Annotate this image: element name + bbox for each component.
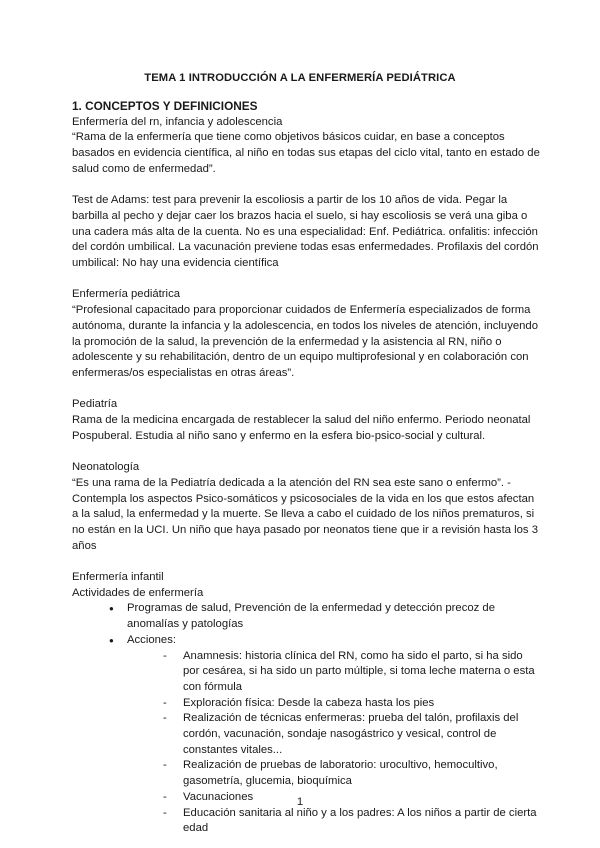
subsection-heading: Enfermería del rn, infancia y adolescencia bbox=[72, 115, 283, 128]
actions-label: Acciones: bbox=[127, 633, 176, 646]
page-number: 1 bbox=[296, 796, 304, 808]
list-item: - Realización de técnicas enfermeras: prueba del talón, profilaxis del cordón, vacunación, sondaje nasogástrico y vesical, control de constantes vitales... bbox=[163, 711, 542, 758]
adams-test-paragraph: Test de Adams: test para prevenir la escoliosis a partir de los 10 años de vida. Pegar la barbilla al pecho y dejar caer los brazos hacia el suelo, si hay escoliosis se verá una giba o una cadera más alta de la cuenta. No es una especialidad: Enf. Pediátrica. onfalitis: infección del cordón umbilical. La vacunación previene todas esas enfermedades. Profilaxis del cordón umbilical: No hay una evidencia científica bbox=[72, 194, 539, 270]
list-item: - Anamnesis: historia clínica del RN, como ha sido el parto, si ha sido por cesárea, si ha sido un parto múltiple, si toma leche materna o esta con fórmula bbox=[163, 649, 542, 696]
pediatrics-paragraph: Rama de la medicina encargada de restablecer la salud del niño enfermo. Periodo neonatal Pospuberal. Estudia al niño sano y enfermo en la esfera bio-psico-social y cultural. bbox=[72, 414, 531, 442]
section-heading: 1. CONCEPTOS Y DEFINICIONES bbox=[72, 99, 258, 113]
list-item: - Exploración física: Desde la cabeza hasta los pies bbox=[163, 696, 542, 712]
document-title: TEMA 1 INTRODUCCIÓN A LA ENFERMERÍA PEDIÁTRICA bbox=[144, 72, 456, 84]
list-item: - Educación sanitaria al niño y a los padres: A los niños a partir de cierta edad bbox=[163, 806, 542, 837]
subsection-heading-child-nursing: Enfermería infantil bbox=[72, 571, 164, 584]
list-item: - Realización de pruebas de laboratorio: urocultivo, hemocultivo, gasometría, glucemia, bioquímica bbox=[163, 758, 542, 789]
pediatric-nursing-quote: “Profesional capacitado para proporcionar cuidados de Enfermería especializados de forma autónoma, durante la infancia y la adolescencia, en todos los niveles de atención, incluyendo la promoción de la salud, la prevención de la enfermedad y la asistencia al RN, niño o adolescente y su rehabilitación, dentro de un equipo multiprofesional y en colaboración con enfermeras/os especialistas en otras áreas”. bbox=[72, 304, 538, 379]
subsection-heading-neonatology: Neonatología bbox=[72, 461, 140, 474]
list-item: ● Programas de salud, Prevención de la enfermedad y detección precoz de anomalías y patologías bbox=[109, 601, 542, 632]
definition-quote: “Rama de la enfermería que tiene como objetivos básicos cuidar, en base a conceptos basados en evidencia científica, al niño en todas sus etapas del ciclo vital, tanto en estado de salud como de enfermedad”. bbox=[72, 131, 540, 175]
actions-list bbox=[127, 649, 542, 837]
subsection-heading-pediatric-nursing: Enfermería pediátrica bbox=[72, 288, 180, 301]
document-body bbox=[72, 99, 542, 837]
subsection-heading-pediatrics: Pediatría bbox=[72, 398, 118, 411]
activities-label: Actividades de enfermería bbox=[72, 586, 204, 599]
neonatology-paragraph: “Es una rama de la Pediatría dedicada a la atención del RN sea este sano o enfermo”. - Contempla los aspectos Psico-somáticos y psicosociales de la vida en los que estos afectan a la salud, la enfermedad y la muerte. Se lleva a cabo el cuidado de los niños prematuros, si no están en la UCI. Un niño que haya pasado por neonatos tiene que ir a revisión hasta los 3 años bbox=[72, 476, 538, 552]
list-item: - Vacunaciones bbox=[163, 790, 542, 806]
